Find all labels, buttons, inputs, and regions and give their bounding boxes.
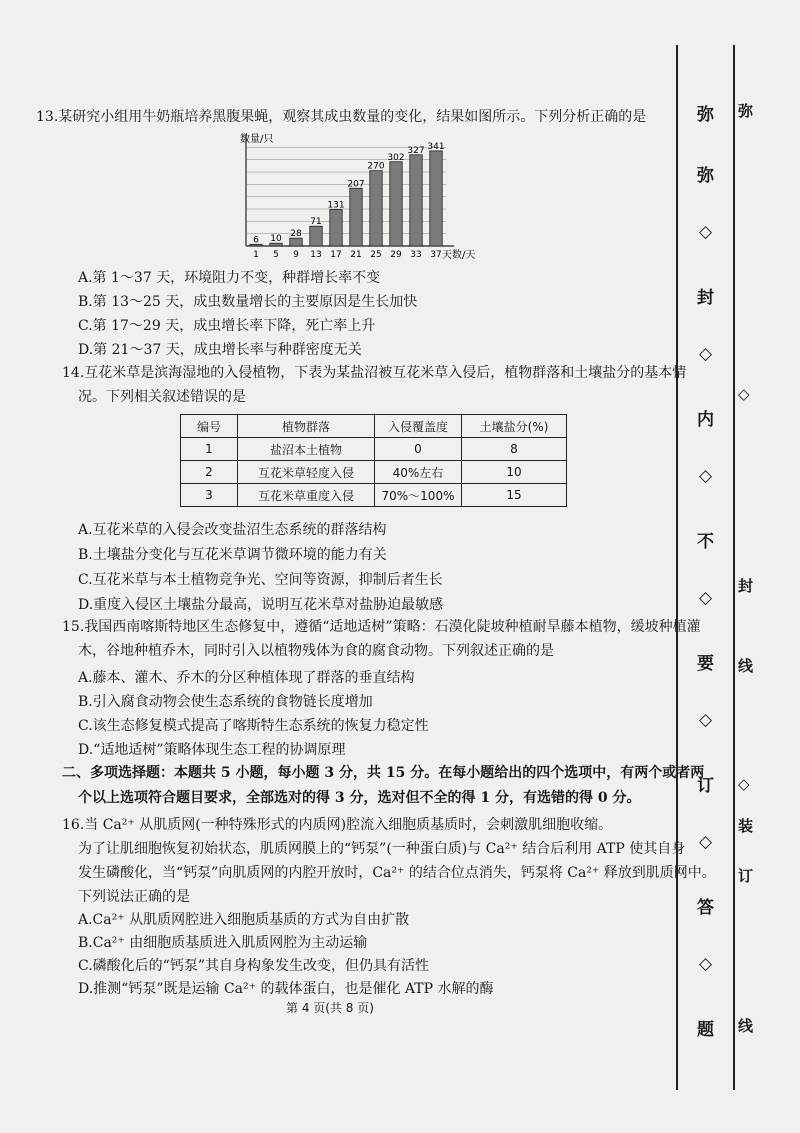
binding-char: 装 (738, 817, 754, 835)
q14-option-d: D.重度入侵区土壤盐分最高，说明互花米草对盐胁迫最敏感 (78, 597, 444, 613)
binding-char: 要 (697, 654, 714, 674)
section2-heading-line2: 个以上选项符合题目要求，全部选对的得 3 分，选对但不全的得 1 分，有选错的得 0 分。 (78, 790, 641, 806)
bar-value-label: 10 (270, 234, 282, 245)
bar-value-label: 327 (407, 145, 425, 156)
bar-value-label: 71 (310, 217, 322, 228)
q16-stem-line3: 发生磷酸化，当“钙泵”向肌质网的内腔开放时，Ca²⁺ 的结合位点消失，钙泵将 Ca²⁺ 释放到肌质网中。 (78, 865, 716, 881)
diamond-mark: ◇ (698, 466, 713, 486)
x-tick-label: 33 (410, 250, 422, 260)
section2-heading-line1: 二、多项选择题：本题共 5 小题，每小题 3 分，共 15 分。在每小题给出的四个选项中，有两个或者两 (62, 765, 705, 781)
q14-table (180, 414, 567, 507)
x-axis-label: 天数/天 (442, 250, 476, 261)
q16-stem-line1: 16.当 Ca²⁺ 从肌质网(一种特殊形式的内质网)腔流入细胞质基质时，会刺激肌细胞收缩。 (62, 817, 613, 833)
q16-option-a: A.Ca²⁺ 从肌质网腔进入细胞质基质的方式为自由扩散 (78, 912, 410, 928)
binding-char: 线 (738, 1017, 754, 1035)
bar (330, 209, 342, 246)
q13-option-a: A.第 1～37 天，环境阻力不变，种群增长率不变 (78, 270, 381, 286)
bar-value-label: 341 (427, 141, 445, 152)
q16-stem-line2: 为了让肌细胞恢复初始状态，肌质网膜上的“钙泵”(一种蛋白质)与 Ca²⁺ 结合后利用 ATP 使其自身 (78, 841, 686, 857)
bar (310, 226, 322, 246)
diamond-mark: ◇ (698, 710, 713, 730)
binding-char: 线 (738, 657, 754, 675)
q14-option-c: C.互花米草与本土植物竞争光、空间等资源，抑制后者生长 (78, 572, 443, 588)
binding-char: 封 (697, 288, 714, 308)
bar-value-label: 131 (327, 200, 345, 211)
x-tick-label: 5 (273, 250, 279, 260)
x-tick-label: 17 (330, 250, 342, 260)
table-cell: 10 (462, 461, 567, 484)
table-row (181, 438, 567, 461)
x-tick-label: 13 (310, 250, 322, 260)
table-cell: 互花米草轻度入侵 (238, 461, 375, 484)
x-tick-label: 25 (370, 250, 382, 260)
bar-value-label: 302 (387, 152, 405, 163)
bar (290, 238, 302, 246)
q16-option-b: B.Ca²⁺ 由细胞质基质进入肌质网腔为主动运输 (78, 935, 368, 951)
q15-option-b: B.引入腐食动物会使生态系统的食物链长度增加 (78, 694, 373, 710)
binding-char: 不 (697, 532, 714, 552)
x-tick-label: 21 (350, 250, 362, 260)
binding-char: 订 (697, 776, 714, 796)
table-cell: 40%左右 (375, 461, 462, 484)
binding-char: 答 (697, 898, 714, 918)
q15-option-d: D.“适地适树”策略体现生态工程的协调原理 (78, 742, 346, 758)
table-header-cell: 植物群落 (238, 415, 375, 438)
q14-option-b: B.土壤盐分变化与互花米草调节微环境的能力有关 (78, 547, 387, 563)
bar (390, 162, 402, 246)
table-header-cell: 编号 (181, 415, 238, 438)
q16-option-c: C.磷酸化后的“钙泵”其自身构象发生改变，但仍具有活性 (78, 958, 429, 974)
diamond-mark: ◇ (698, 222, 713, 242)
diamond-mark: ◇ (698, 588, 713, 608)
binding-char: 内 (697, 410, 714, 430)
x-tick-label: 29 (390, 250, 402, 260)
table-header-cell: 土壤盐分(%) (462, 415, 567, 438)
table-cell: 70%～100% (375, 484, 462, 507)
bar (410, 155, 422, 246)
table-row (181, 461, 567, 484)
x-tick-label: 9 (293, 250, 299, 260)
q14-option-a: A.互花米草的入侵会改变盐沼生态系统的群落结构 (78, 522, 387, 538)
table-header-row (181, 415, 567, 438)
q14-stem-line2: 况。下列相关叙述错误的是 (78, 389, 246, 405)
x-tick-label: 1 (253, 250, 259, 260)
table-cell: 盐沼本土植物 (238, 438, 375, 461)
table-cell: 互花米草重度入侵 (238, 484, 375, 507)
q13-option-b: B.第 13～25 天，成虫数量增长的主要原因是生长加快 (78, 294, 418, 310)
table-cell: 15 (462, 484, 567, 507)
table-cell: 1 (181, 438, 238, 461)
table-cell: 2 (181, 461, 238, 484)
bar (350, 188, 362, 246)
binding-char: 封 (738, 577, 754, 595)
bar-value-label: 6 (253, 235, 259, 246)
bar-value-label: 28 (290, 229, 302, 240)
diamond-mark: ◇ (738, 385, 750, 403)
page-footer: 第 4 页(共 8 页) (286, 1001, 374, 1015)
x-tick-label: 37 (430, 250, 442, 260)
q16-stem-line4: 下列说法正确的是 (78, 889, 190, 905)
q13-stem: 13.某研究小组用牛奶瓶培养黑腹果蝇，观察其成虫数量的变化，结果如图所示。下列分析正确的是 (36, 109, 647, 125)
table-cell: 8 (462, 438, 567, 461)
q14-stem-line1: 14.互花米草是滨海湿地的入侵植物，下表为某盐沼被互花米草入侵后，植物群落和土壤盐分的基本情 (62, 365, 687, 381)
table-row (181, 484, 567, 507)
q15-option-c: C.该生态修复模式提高了喀斯特生态系统的恢复力稳定性 (78, 718, 429, 734)
binding-strip (676, 45, 754, 1090)
binding-char: 题 (697, 1020, 714, 1040)
q13-bar-chart (232, 130, 476, 261)
binding-char: 弥 (738, 102, 754, 120)
q13-option-c: C.第 17～29 天，成虫增长率下降，死亡率上升 (78, 318, 376, 334)
diamond-mark: ◇ (698, 344, 713, 364)
binding-char: 弥 (697, 166, 714, 186)
table-header-cell: 入侵覆盖度 (375, 415, 462, 438)
y-axis-label: 数量/只 (240, 134, 274, 145)
bar-value-label: 207 (347, 179, 365, 190)
q13-option-d: D.第 21～37 天，成虫增长率与种群密度无关 (78, 342, 362, 358)
diamond-mark: ◇ (698, 954, 713, 974)
binding-char: 订 (738, 867, 754, 885)
q16-option-d: D.推测“钙泵”既是运输 Ca²⁺ 的载体蛋白，也是催化 ATP 水解的酶 (78, 981, 494, 997)
table-cell: 0 (375, 438, 462, 461)
bar (430, 151, 442, 246)
diamond-mark: ◇ (698, 832, 713, 852)
q15-option-a: A.藤本、灌木、乔木的分区种植体现了群落的垂直结构 (78, 670, 415, 686)
bar (370, 171, 382, 246)
bar-value-label: 270 (367, 161, 385, 172)
diamond-mark: ◇ (738, 775, 750, 793)
binding-char: 弥 (697, 105, 714, 125)
table-cell: 3 (181, 484, 238, 507)
q15-stem-line1: 15.我国西南喀斯特地区生态修复中，遵循“适地适树”策略：石漠化陡坡种植耐旱藤本植物，缓坡种植灌 (62, 619, 701, 635)
q15-stem-line2: 木，谷地种植乔木，同时引入以植物残体为食的腐食动物。下列叙述正确的是 (78, 643, 554, 659)
